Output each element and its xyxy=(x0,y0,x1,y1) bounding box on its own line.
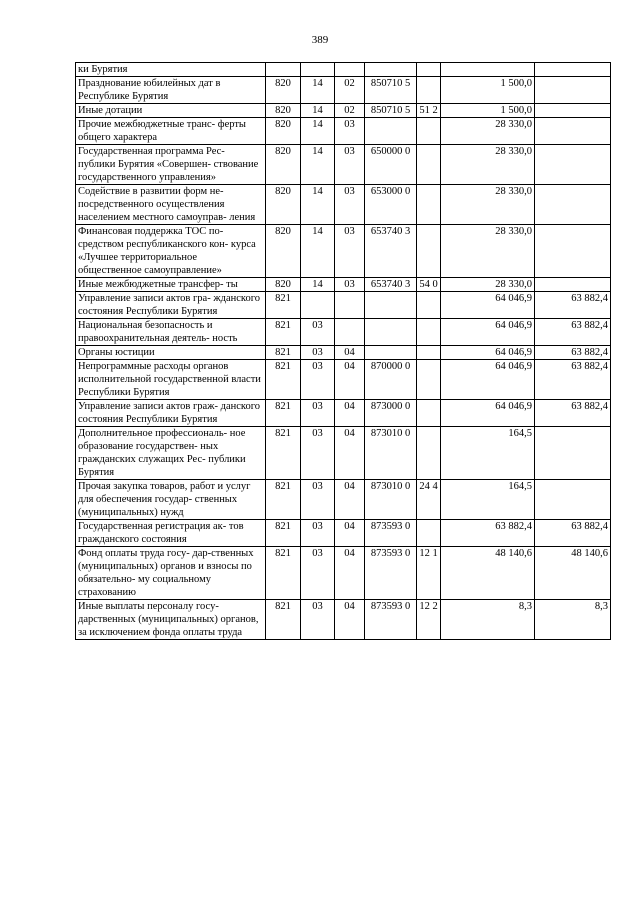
page-number: 389 xyxy=(311,34,329,46)
cell-name: Государственная регистрация ак- тов гражданского состояния xyxy=(76,520,266,547)
cell-pr: 02 xyxy=(335,77,365,104)
table-row xyxy=(76,360,611,400)
cell-sum-1: 28 330,0 xyxy=(441,145,535,185)
cell-sum-2: 63 882,4 xyxy=(535,400,611,427)
cell-vr xyxy=(417,346,441,360)
cell-sum-1: 1 500,0 xyxy=(441,77,535,104)
cell-vr xyxy=(417,360,441,400)
cell-rz: 03 xyxy=(301,400,335,427)
budget-table xyxy=(75,62,611,640)
table-row xyxy=(76,427,611,480)
cell-csr: 873000 0 xyxy=(365,400,417,427)
cell-rz: 03 xyxy=(301,520,335,547)
cell-vr: 54 0 xyxy=(417,278,441,292)
cell-name: Дополнительное профессиональ- ное образование государствен- ных гражданских служащих Рес- публики Бурятия xyxy=(76,427,266,480)
cell-csr xyxy=(365,292,417,319)
table-body xyxy=(76,63,611,640)
table-row xyxy=(76,118,611,145)
cell-sum-2: 63 882,4 xyxy=(535,346,611,360)
table-row xyxy=(76,77,611,104)
cell-vr: 24 4 xyxy=(417,480,441,520)
cell-csr: 653000 0 xyxy=(365,185,417,225)
cell-pr xyxy=(335,292,365,319)
cell-name: Иные выплаты персоналу госу- дарственных (муниципальных) органов, за исключением фонда оплаты труда xyxy=(76,600,266,640)
cell-csr: 653740 3 xyxy=(365,225,417,278)
cell-ved: 821 xyxy=(266,427,301,480)
cell-rz: 03 xyxy=(301,346,335,360)
table-row xyxy=(76,278,611,292)
cell-sum-2: 63 882,4 xyxy=(535,319,611,346)
cell-sum-2 xyxy=(535,145,611,185)
cell-pr: 04 xyxy=(335,400,365,427)
cell-csr xyxy=(365,118,417,145)
cell-pr: 04 xyxy=(335,427,365,480)
cell-rz: 03 xyxy=(301,360,335,400)
cell-csr: 653740 3 xyxy=(365,278,417,292)
cell-name: ки Бурятия xyxy=(76,63,266,77)
cell-rz: 03 xyxy=(301,319,335,346)
cell-rz: 14 xyxy=(301,145,335,185)
cell-sum-2 xyxy=(535,185,611,225)
cell-name: Празднование юбилейных дат в Республике Бурятия xyxy=(76,77,266,104)
cell-pr: 04 xyxy=(335,346,365,360)
cell-name: Прочие межбюджетные транс- ферты общего характера xyxy=(76,118,266,145)
cell-sum-2 xyxy=(535,278,611,292)
cell-name: Государственная программа Рес- публики Бурятия «Совершен- ствование государственного управления» xyxy=(76,145,266,185)
cell-vr xyxy=(417,63,441,77)
cell-rz: 14 xyxy=(301,225,335,278)
cell-csr xyxy=(365,319,417,346)
cell-ved: 821 xyxy=(266,292,301,319)
cell-csr: 873593 0 xyxy=(365,600,417,640)
cell-sum-1: 8,3 xyxy=(441,600,535,640)
cell-sum-2 xyxy=(535,104,611,118)
cell-name: Иные межбюджетные трансфер- ты xyxy=(76,278,266,292)
cell-ved: 820 xyxy=(266,77,301,104)
cell-vr xyxy=(417,118,441,145)
cell-pr xyxy=(335,319,365,346)
cell-vr xyxy=(417,292,441,319)
cell-sum-1: 48 140,6 xyxy=(441,547,535,600)
cell-sum-1: 64 046,9 xyxy=(441,346,535,360)
cell-rz: 03 xyxy=(301,427,335,480)
cell-sum-2: 63 882,4 xyxy=(535,360,611,400)
cell-vr xyxy=(417,145,441,185)
cell-vr xyxy=(417,225,441,278)
cell-pr: 04 xyxy=(335,480,365,520)
cell-ved: 820 xyxy=(266,104,301,118)
cell-pr: 04 xyxy=(335,600,365,640)
cell-vr xyxy=(417,427,441,480)
cell-csr: 650000 0 xyxy=(365,145,417,185)
cell-vr xyxy=(417,319,441,346)
cell-sum-1: 64 046,9 xyxy=(441,319,535,346)
table-row xyxy=(76,400,611,427)
cell-rz xyxy=(301,292,335,319)
cell-ved: 820 xyxy=(266,145,301,185)
cell-sum-2: 8,3 xyxy=(535,600,611,640)
cell-sum-2 xyxy=(535,63,611,77)
table-row xyxy=(76,225,611,278)
cell-ved: 820 xyxy=(266,278,301,292)
cell-csr xyxy=(365,63,417,77)
cell-pr: 03 xyxy=(335,118,365,145)
cell-name: Фонд оплаты труда госу- дар-ственных (муниципальных) органов и взносы по обязательно- му социальному страхованию xyxy=(76,547,266,600)
table-row xyxy=(76,145,611,185)
cell-sum-2: 63 882,4 xyxy=(535,292,611,319)
cell-ved: 821 xyxy=(266,600,301,640)
table-row xyxy=(76,520,611,547)
cell-rz: 14 xyxy=(301,278,335,292)
cell-pr: 04 xyxy=(335,360,365,400)
cell-name: Финансовая поддержка ТОС по- средством республиканского кон- курса «Лучшее территориальное общественное самоуправление» xyxy=(76,225,266,278)
cell-csr: 873010 0 xyxy=(365,427,417,480)
cell-sum-2 xyxy=(535,118,611,145)
table-row xyxy=(76,547,611,600)
cell-sum-1: 64 046,9 xyxy=(441,360,535,400)
cell-rz: 14 xyxy=(301,104,335,118)
cell-pr: 02 xyxy=(335,104,365,118)
cell-name: Органы юстиции xyxy=(76,346,266,360)
cell-pr: 04 xyxy=(335,547,365,600)
cell-ved: 821 xyxy=(266,480,301,520)
cell-rz: 14 xyxy=(301,77,335,104)
cell-sum-2: 63 882,4 xyxy=(535,520,611,547)
cell-rz: 14 xyxy=(301,118,335,145)
cell-ved: 820 xyxy=(266,225,301,278)
cell-sum-2 xyxy=(535,480,611,520)
cell-sum-1: 28 330,0 xyxy=(441,185,535,225)
cell-csr: 873593 0 xyxy=(365,547,417,600)
cell-rz: 03 xyxy=(301,547,335,600)
cell-sum-2 xyxy=(535,427,611,480)
cell-sum-1: 28 330,0 xyxy=(441,225,535,278)
cell-sum-1: 64 046,9 xyxy=(441,400,535,427)
cell-sum-1: 28 330,0 xyxy=(441,278,535,292)
cell-csr: 850710 5 xyxy=(365,77,417,104)
cell-ved: 821 xyxy=(266,520,301,547)
cell-sum-2: 48 140,6 xyxy=(535,547,611,600)
cell-csr: 873593 0 xyxy=(365,520,417,547)
table-row xyxy=(76,319,611,346)
cell-sum-1: 28 330,0 xyxy=(441,118,535,145)
cell-name: Иные дотации xyxy=(76,104,266,118)
cell-vr xyxy=(417,77,441,104)
table-row xyxy=(76,480,611,520)
cell-sum-1 xyxy=(441,63,535,77)
cell-name: Прочая закупка товаров, работ и услуг для обеспечения государ- ственных (муниципальных) нужд xyxy=(76,480,266,520)
cell-ved xyxy=(266,63,301,77)
cell-sum-1: 64 046,9 xyxy=(441,292,535,319)
cell-vr: 12 2 xyxy=(417,600,441,640)
cell-name: Непрограммные расходы органов исполнительной государственной власти Республики Бурятия xyxy=(76,360,266,400)
table-row xyxy=(76,104,611,118)
cell-pr xyxy=(335,63,365,77)
cell-pr: 03 xyxy=(335,145,365,185)
cell-ved: 821 xyxy=(266,360,301,400)
cell-csr: 850710 5 xyxy=(365,104,417,118)
cell-pr: 03 xyxy=(335,185,365,225)
cell-ved: 821 xyxy=(266,547,301,600)
cell-vr xyxy=(417,520,441,547)
table-row xyxy=(76,63,611,77)
cell-sum-2 xyxy=(535,225,611,278)
table-row xyxy=(76,600,611,640)
cell-ved: 821 xyxy=(266,319,301,346)
cell-rz: 14 xyxy=(301,185,335,225)
table-row xyxy=(76,292,611,319)
cell-sum-1: 63 882,4 xyxy=(441,520,535,547)
table-row xyxy=(76,346,611,360)
cell-name: Управление записи актов гра- жданского состояния Республики Бурятия xyxy=(76,292,266,319)
cell-rz: 03 xyxy=(301,600,335,640)
cell-ved: 820 xyxy=(266,185,301,225)
cell-sum-1: 1 500,0 xyxy=(441,104,535,118)
cell-ved: 821 xyxy=(266,400,301,427)
cell-vr: 51 2 xyxy=(417,104,441,118)
cell-sum-2 xyxy=(535,77,611,104)
cell-name: Национальная безопасность и правоохранительная деятель- ность xyxy=(76,319,266,346)
cell-name: Содействие в развитии форм не- посредственного осуществления населением местного самоуправ- ления xyxy=(76,185,266,225)
cell-pr: 03 xyxy=(335,278,365,292)
cell-vr xyxy=(417,400,441,427)
cell-csr: 870000 0 xyxy=(365,360,417,400)
cell-pr: 03 xyxy=(335,225,365,278)
cell-ved: 821 xyxy=(266,346,301,360)
cell-rz xyxy=(301,63,335,77)
cell-name: Управление записи актов граж- данского состояния Республики Бурятия xyxy=(76,400,266,427)
cell-rz: 03 xyxy=(301,480,335,520)
cell-vr xyxy=(417,185,441,225)
cell-csr xyxy=(365,346,417,360)
cell-sum-1: 164,5 xyxy=(441,427,535,480)
cell-ved: 820 xyxy=(266,118,301,145)
cell-sum-1: 164,5 xyxy=(441,480,535,520)
table-row xyxy=(76,185,611,225)
cell-pr: 04 xyxy=(335,520,365,547)
cell-vr: 12 1 xyxy=(417,547,441,600)
cell-csr: 873010 0 xyxy=(365,480,417,520)
